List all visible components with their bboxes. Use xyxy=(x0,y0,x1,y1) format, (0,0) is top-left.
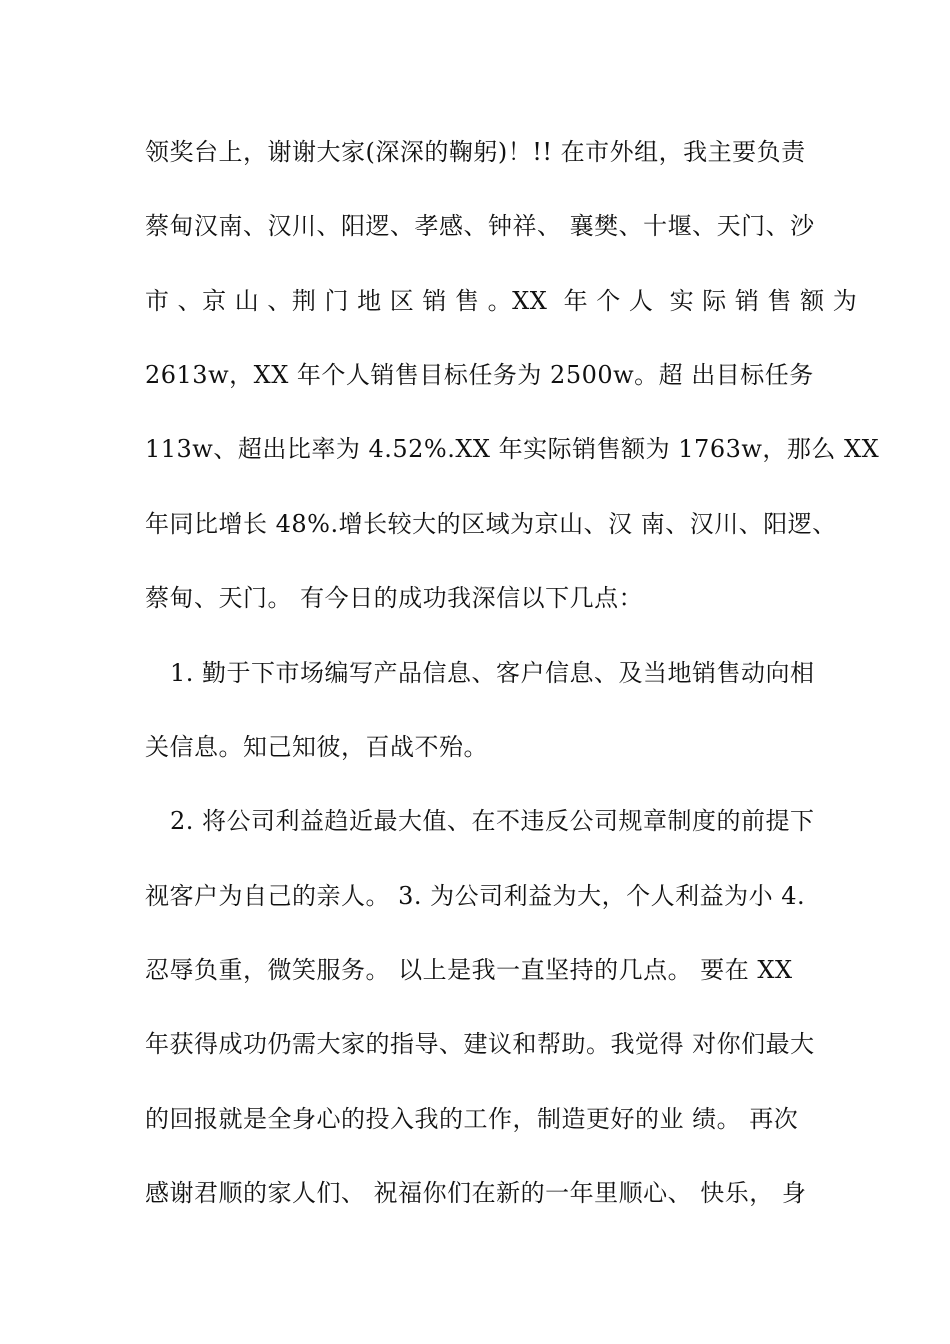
text-line: 年同比增长 48%.增长较大的区域为京山、汉 南、汉川、阳逻、 xyxy=(145,510,837,538)
text-line: 蔡甸、天门。 有今日的成功我深信以下几点： xyxy=(145,584,644,612)
text-line: 113w、超出比率为 4.52%.XX 年实际销售额为 1763w，那么 XX xyxy=(145,435,880,463)
text-line: 2613w，XX 年个人销售目标任务为 2500w。超 出目标任务 xyxy=(145,361,814,389)
list-item-2: 2. 将公司利益趋近最大值、在不违反公司规章制度的前提下 xyxy=(170,807,815,835)
text-line: 年获得成功仍需大家的指导、建议和帮助。我觉得 对你们最大 xyxy=(145,1030,815,1058)
text-line: 视客户为自己的亲人。 3. 为公司利益为大，个人利益为小 4. xyxy=(145,882,806,910)
text-line: 关信息。知己知彼，百战不殆。 xyxy=(145,733,488,761)
text-line: 市 、京 山 、荆 门 地 区 销 售 。XX 年 个 人 实 际 销 售 额 为 xyxy=(145,287,858,315)
text-line: 领奖台上，谢谢大家(深深的鞠躬)！!! 在市外组，我主要负责 xyxy=(145,138,806,166)
text-line: 的回报就是全身心的投入我的工作，制造更好的业 绩。 再次 xyxy=(145,1105,799,1133)
text-line: 忍辱负重，微笑服务。 以上是我一直坚持的几点。 要在 XX xyxy=(145,956,793,984)
text-line: 感谢君顺的家人们、 祝福你们在新的一年里顺心、 快乐， 身 xyxy=(145,1179,807,1207)
text-line: 蔡甸汉南、汉川、阳逻、孝感、钟祥、 襄樊、十堰、天门、沙 xyxy=(145,212,815,240)
list-item-1: 1. 勤于下市场编写产品信息、客户信息、及当地销售动向相 xyxy=(170,659,815,687)
